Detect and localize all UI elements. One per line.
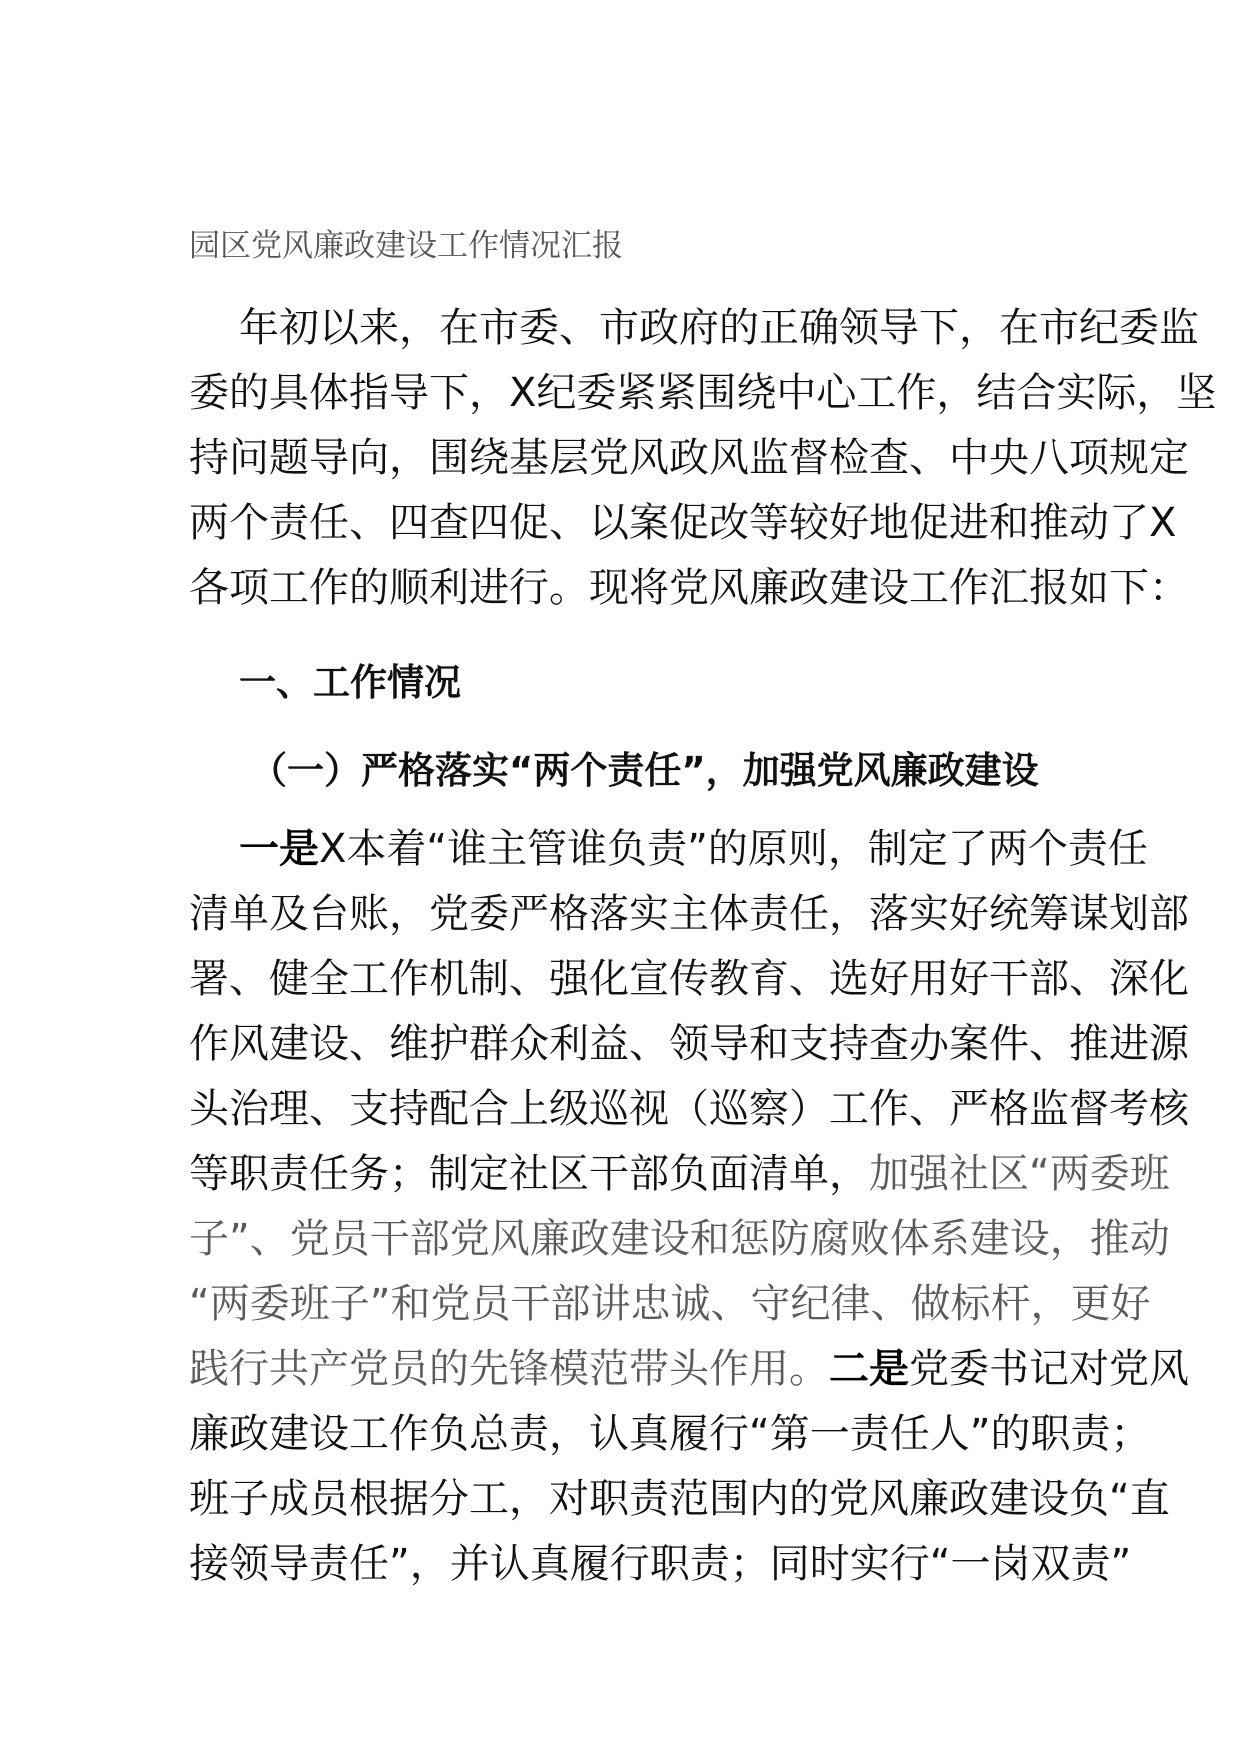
text-segment: 等职责任务；制定社区干部负面清单， bbox=[189, 1151, 869, 1197]
text-line: 各项工作的顺利进行。现将党风廉政建设工作汇报如下： bbox=[189, 565, 1189, 611]
text-segment: 班子成员根据分工，对职责范围内的党风廉政建设负“直 bbox=[189, 1476, 1170, 1522]
subsection-heading: （一）严格落实“两个责任”，加强党风廉政建设 bbox=[250, 749, 1039, 792]
text-line bbox=[189, 1084, 1189, 1134]
text-line bbox=[189, 1344, 1189, 1394]
text-line bbox=[189, 954, 1189, 1004]
text-line bbox=[189, 1279, 1151, 1329]
text-segment: 党委书记对党风 bbox=[909, 1346, 1189, 1392]
text-segment: 子”、党员干部党风廉政建设和惩防腐败体系建设，推动 bbox=[189, 1216, 1170, 1262]
text-segment: 清单及台账，党委严格落实主体责任，落实好统筹谋划部 bbox=[189, 891, 1189, 937]
text-line bbox=[189, 1019, 1189, 1069]
text-line: 年初以来，在市委、市政府的正确领导下，在市纪委监 bbox=[239, 305, 1199, 351]
bold-lead-text: 二是 bbox=[829, 1346, 909, 1392]
text-segment: X本着“谁主管谁负责”的原则，制定了两个责任 bbox=[319, 826, 1148, 872]
text-line bbox=[239, 824, 1148, 874]
text-segment: 接领导责任”，并认真履行职责；同时实行“一岗双责” bbox=[189, 1541, 1132, 1587]
text-segment: 践行共产党员的先锋模范带头作用。 bbox=[189, 1346, 829, 1392]
text-line: 持问题导向，围绕基层党风政风监督检查、中央八项规定 bbox=[189, 435, 1189, 481]
document-title: 园区党风廉政建设工作情况汇报 bbox=[189, 228, 623, 264]
text-line: 委的具体指导下，X纪委紧紧围绕中心工作，结合实际，坚 bbox=[189, 370, 1217, 416]
text-line bbox=[189, 1409, 1151, 1459]
section-heading: 一、工作情况 bbox=[239, 661, 461, 704]
bold-lead-text: 一是 bbox=[239, 826, 319, 872]
text-line bbox=[189, 1539, 1132, 1589]
text-segment: 头治理、支持配合上级巡视（巡察）工作、严格监督考核 bbox=[189, 1086, 1189, 1132]
text-line bbox=[189, 889, 1189, 939]
text-segment: “两委班子”和党员干部讲忠诚、守纪律、做标杆，更好 bbox=[189, 1281, 1151, 1327]
text-line bbox=[189, 1149, 1170, 1199]
text-segment: 廉政建设工作负总责，认真履行“第一责任人”的职责； bbox=[189, 1411, 1151, 1457]
text-line bbox=[189, 1474, 1170, 1524]
text-segment: 加强社区“两委班 bbox=[869, 1151, 1170, 1197]
text-line: 两个责任、四查四促、以案促改等较好地促进和推动了X bbox=[189, 500, 1177, 546]
text-segment: 署、健全工作机制、强化宣传教育、选好用好干部、深化 bbox=[189, 956, 1189, 1002]
text-line bbox=[189, 1214, 1170, 1264]
text-segment: 作风建设、维护群众利益、领导和支持查办案件、推进源 bbox=[189, 1021, 1189, 1067]
